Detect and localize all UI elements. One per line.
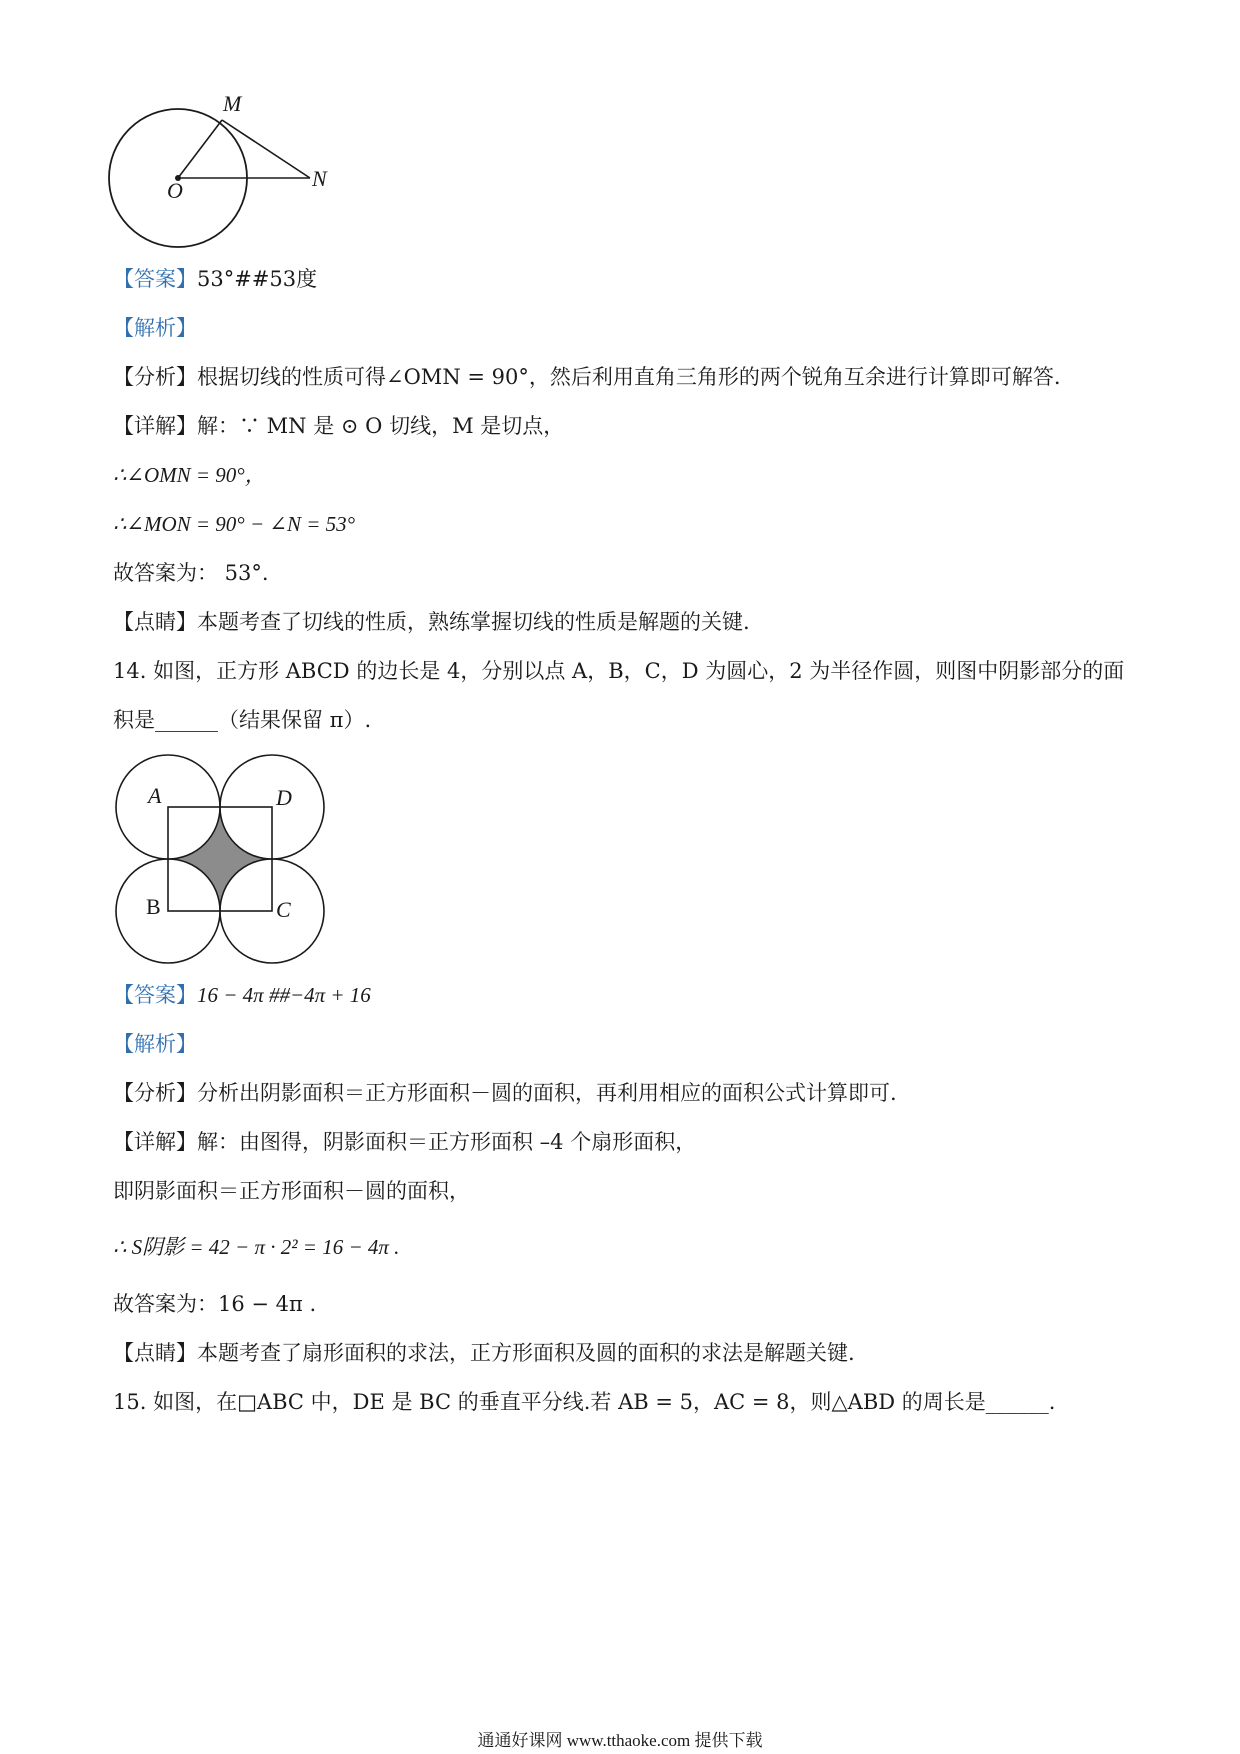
q14-xiangjie: 【详解】解：由图得，阴影面积＝正方形面积 –4 个扇形面积，	[113, 1130, 697, 1154]
q14-step2: ∴ S阴影 = 42 − π · 2² = 16 − 4π .	[113, 1235, 400, 1259]
q14-question-line2: 积是______（结果保留 π）.	[113, 708, 372, 732]
q14-question-line1: 14. 如图，正方形 ABCD 的边长是 4，分别以点 A，B，C，D 为圆心，2 为半径作圆，则图中阴影部分的面	[113, 659, 1125, 683]
label-c: C	[276, 897, 291, 922]
q13-step2: ∴∠MON = 90° − ∠N = 53°	[113, 512, 356, 536]
q15-question: 15. 如图，在□ABC 中，DE 是 BC 的垂直平分线.若 AB = 5，AC = 8，则△ABD 的周长是______.	[113, 1390, 1056, 1414]
q14-step1: 即阴影面积＝正方形面积－圆的面积，	[113, 1179, 470, 1203]
q14-conclusion: 故答案为：16 − 4π .	[113, 1292, 317, 1316]
label-d: D	[276, 785, 292, 810]
q13-step1: ∴∠OMN = 90°，	[113, 463, 266, 487]
label-o: O	[167, 178, 183, 203]
label-n: N	[312, 166, 327, 191]
square-circles-figure	[105, 752, 330, 967]
q13-fenxi: 【分析】根据切线的性质可得∠OMN = 90°，然后利用直角三角形的两个锐角互余进行计算即可解答.	[113, 365, 1061, 389]
q14-answer: 【答案】16 − 4π ##−4π + 16	[113, 983, 371, 1007]
label-b: B	[146, 894, 161, 919]
label-m: M	[223, 91, 242, 116]
q14-analysis-tag: 【解析】	[113, 1032, 197, 1056]
q13-answer: 【答案】53°##53度	[113, 267, 318, 291]
footer-source: 通通好课网 www.tthaoke.com 提供下载	[477, 1731, 763, 1750]
circle-tangent-figure	[105, 90, 345, 260]
q13-xiangjie: 【详解】解：∵ MN 是 ⊙ O 切线，M 是切点，	[113, 414, 565, 438]
label-a: A	[148, 783, 162, 808]
q13-analysis-tag: 【解析】	[113, 316, 197, 340]
q14-dianjing: 【点睛】本题考查了扇形面积的求法，正方形面积及圆的面积的求法是解题关键.	[113, 1341, 855, 1365]
q14-fenxi: 【分析】分析出阴影面积＝正方形面积－圆的面积，再利用相应的面积公式计算即可.	[113, 1081, 897, 1105]
q13-dianjing: 【点睛】本题考查了切线的性质，熟练掌握切线的性质是解题的关键.	[113, 610, 750, 634]
q13-conclusion: 故答案为： 53°.	[113, 561, 269, 585]
